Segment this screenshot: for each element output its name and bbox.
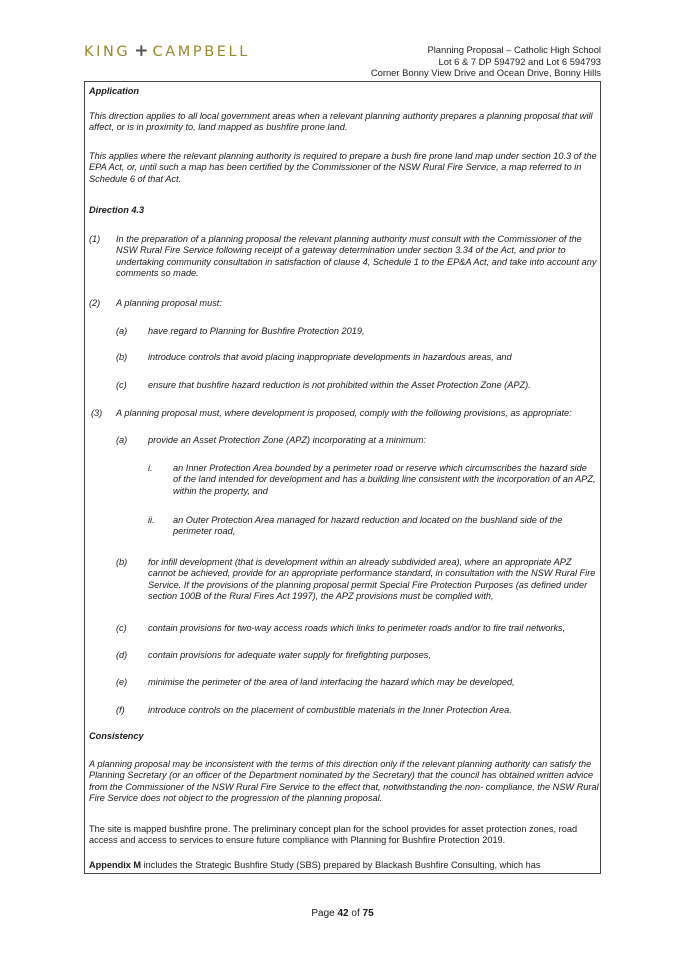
clause-3a-text: provide an Asset Protection Zone (APZ) incorporating at a minimum:	[148, 435, 426, 445]
consistency-paragraph-1: A planning proposal may be inconsistent with the terms of this direction only if the relevant planning authority can satisfy the Planning Secretary (or an officer of the Department nominated by the Secretary) that the council has obtained written advice from the Commissioner of the NSW Rural Fire Service to the effect that, notwithstanding the non- compliance, the NSW Rural Fire Service does not object to the progression of the planning proposal.	[89, 759, 599, 803]
clause-2-text: A planning proposal must:	[116, 298, 222, 308]
clause-3e-number: (e)	[116, 677, 128, 687]
page-number: 42	[337, 908, 349, 919]
header-line-2: Lot 6 & 7 DP 594792 and Lot 6 594793	[438, 55, 601, 67]
clause-2-number: (2)	[89, 298, 101, 308]
consistency-paragraph-2: The site is mapped bushfire prone. The preliminary concept plan for the school provides for asset protection zones, road access and access to services to ensure future compliance with Planning for Bushfire Protection 2019.	[89, 824, 578, 846]
clause-3a-ii-number: ii.	[148, 515, 155, 525]
header-line-1: Planning Proposal – Catholic High School	[427, 44, 601, 55]
logo-plus: +	[134, 41, 149, 61]
application-heading: Application	[89, 86, 140, 96]
clause-3e-text: minimise the perimeter of the area of land interfacing the hazard which may be developed,	[148, 677, 515, 687]
clause-3a-number: (a)	[116, 435, 128, 445]
clause-3c-number: (c)	[116, 623, 127, 633]
clause-2c-text: ensure that bushfire hazard reduction is not prohibited within the Asset Protection Zone (APZ).	[148, 380, 531, 390]
appendix-rest-text: includes the Strategic Bushfire Study (SBS) prepared by Blackash Bushfire Consulting, which has	[141, 860, 541, 870]
clause-2a-text: have regard to Planning for Bushfire Protection 2019,	[148, 326, 365, 336]
clause-3a-i-number: i.	[148, 463, 153, 473]
clause-3d-text: contain provisions for adequate water supply for firefighting purposes,	[148, 650, 431, 660]
clause-2a-number: (a)	[116, 326, 128, 336]
clause-3a-ii-text: an Outer Protection Area managed for hazard reduction and located on the bushland side of the perimeter road,	[173, 515, 563, 537]
logo-word-king: KING	[84, 44, 131, 60]
application-paragraph-2: This applies where the relevant planning authority is required to prepare a bush fire prone land map under section 10.3 of the EPA Act, or, until such a map has been certified by the Commissioner of the NSW Rural Fire Service, a map referred to in Schedule 6 of that Act.	[89, 151, 597, 184]
page-footer	[0, 908, 685, 919]
clause-2c-number: (c)	[116, 380, 127, 390]
clause-3d-number: (d)	[116, 650, 128, 660]
company-logo	[84, 41, 250, 61]
header-line-3: Corner Bonny View Drive and Ocean Drive, Bonny Hills	[370, 67, 601, 79]
clause-3b-number: (b)	[116, 557, 128, 567]
appendix-paragraph	[89, 860, 599, 871]
logo-word-campbell: CAMPBELL	[152, 44, 250, 60]
document-header	[371, 44, 601, 79]
direction-heading: Direction 4.3	[89, 205, 145, 215]
clause-3b-text: for infill development (that is development within an already subdivided area), where an appropriate APZ cannot be achieved, provide for an appropriate performance standard, in consultation with the NSW Rural Fire Service. If the provisions of the planning proposal permit Special Fire Protection Purposes (as defined under section 100B of the Rural Fires Act 1997), the APZ provisions must be complied with,	[148, 557, 596, 601]
clause-3c-text: contain provisions for two-way access roads which links to perimeter roads and/or to fire trail networks,	[148, 623, 566, 633]
page-total: 75	[362, 908, 374, 919]
clause-1-number: (1)	[89, 234, 101, 244]
clause-3-number: (3)	[91, 408, 103, 418]
consistency-heading: Consistency	[89, 731, 144, 741]
clause-3a-i-text: an Inner Protection Area bounded by a perimeter road or reserve which circumscribes the hazard side of the land intended for development and has a building line consistent with the incorporation of an APZ, within the property, and	[173, 463, 596, 496]
clause-2b-text: introduce controls that avoid placing inappropriate developments in hazardous areas, and	[148, 352, 512, 362]
appendix-link-text: Appendix M	[89, 860, 142, 870]
clause-3-text: A planning proposal must, where development is proposed, comply with the following provisions, as appropriate:	[116, 408, 572, 418]
clause-2b-number: (b)	[116, 352, 128, 362]
page-label: Page	[311, 908, 338, 919]
clause-1-text: In the preparation of a planning proposal the relevant planning authority must consult with the Commissioner of the NSW Rural Fire Service following receipt of a gateway determination under section 3.34 of the Act, and prior to undertaking community consultation in satisfaction of clause 4, Schedule 1 to the EP&A Act, and take into account any comments so made.	[116, 234, 597, 278]
clause-3f-number: (f)	[116, 705, 125, 715]
application-paragraph-1: This direction applies to all local government areas when a relevant planning authority prepares a planning proposal that will affect, or is in proximity to, land mapped as bushfire prone land.	[89, 111, 593, 133]
page-of-label: of	[348, 908, 363, 919]
clause-3f-text: introduce controls on the placement of combustible materials in the Inner Protection Area.	[148, 705, 512, 715]
